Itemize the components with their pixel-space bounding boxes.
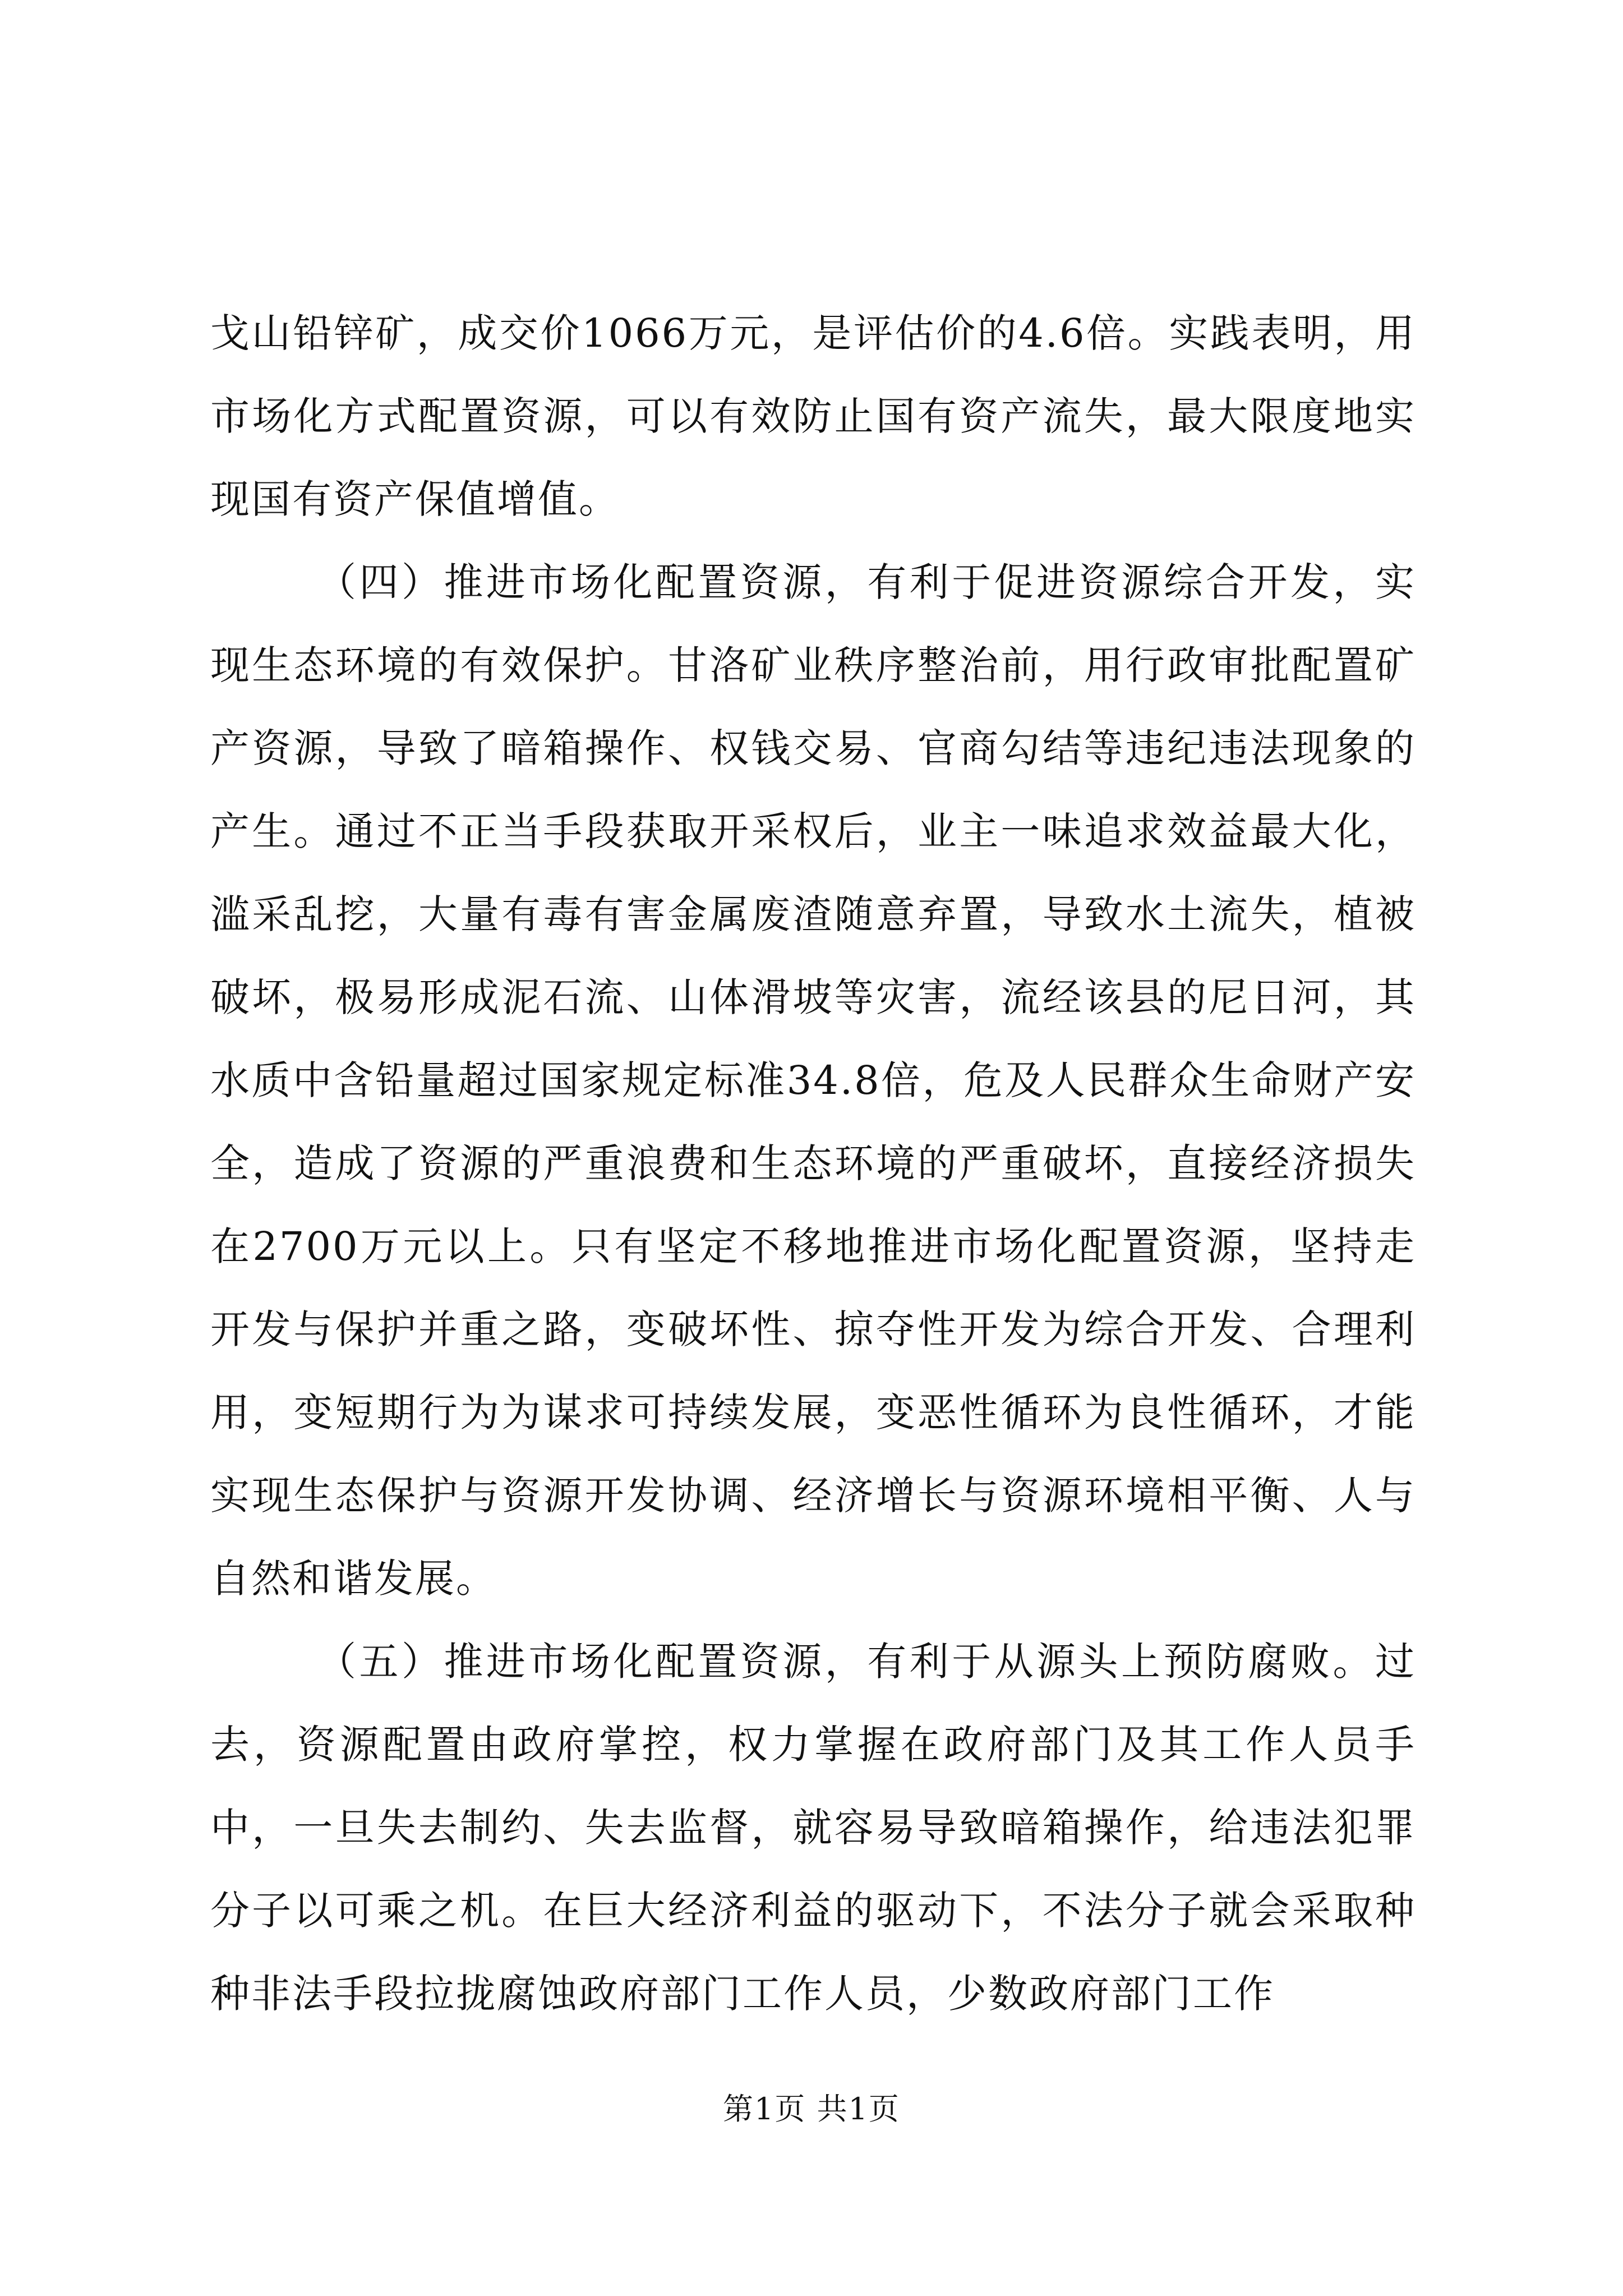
- page-footer: 第1页 共1页: [723, 2091, 900, 2127]
- paragraph-section-five: （五）推进市场化配置资源，有利于从源头上预防腐败。过去，资源配置由政府掌控，权力掌握在政府部门及其工作人员手中，一旦失去制约、失去监督，就容易导致暗箱操作，给违法犯罪分子以可乘之机。在巨大经济利益的驱动下，不法分子就会采取种种非法手段拉拢腐蚀政府部门工作人员，少数政府部门工作: [210, 1639, 1416, 2017]
- paragraph-continued: 戈山铅锌矿，成交价1066万元，是评估价的4.6倍。实践表明，用市场化方式配置资源，可以有效防止国有资产流失，最大限度地实现国有资产保值增值。: [210, 310, 1416, 522]
- paragraph-section-four: （四）推进市场化配置资源，有利于促进资源综合开发，实现生态环境的有效保护。甘洛矿业秩序整治前，用行政审批配置矿产资源，导致了暗箱操作、权钱交易、官商勾结等违纪违法现象的产生。通过不正当手段获取开采权后，业主一味追求效益最大化，滥采乱挖，大量有毒有害金属废渣随意弃置，导致水土流失，植被破坏，极易形成泥石流、山体滑坡等灾害，流经该县的尼日河，其水质中含铅量超过国家规定标准34.8倍，危及人民群众生命财产安全，造成了资源的严重浪费和生态环境的严重破坏，直接经济损失在2700万元以上。只有坚定不移地推进市场化配置资源，坚持走开发与保护并重之路，变破坏性、掠夺性开发为综合开发、合理利用，变短期行为为谋求可持续发展，变恶性循环为良性循环，才能实现生态保护与资源开发协调、经济增长与资源环境相平衡、人与自然和谐发展。: [210, 559, 1416, 1602]
- document-body: [210, 292, 1416, 2035]
